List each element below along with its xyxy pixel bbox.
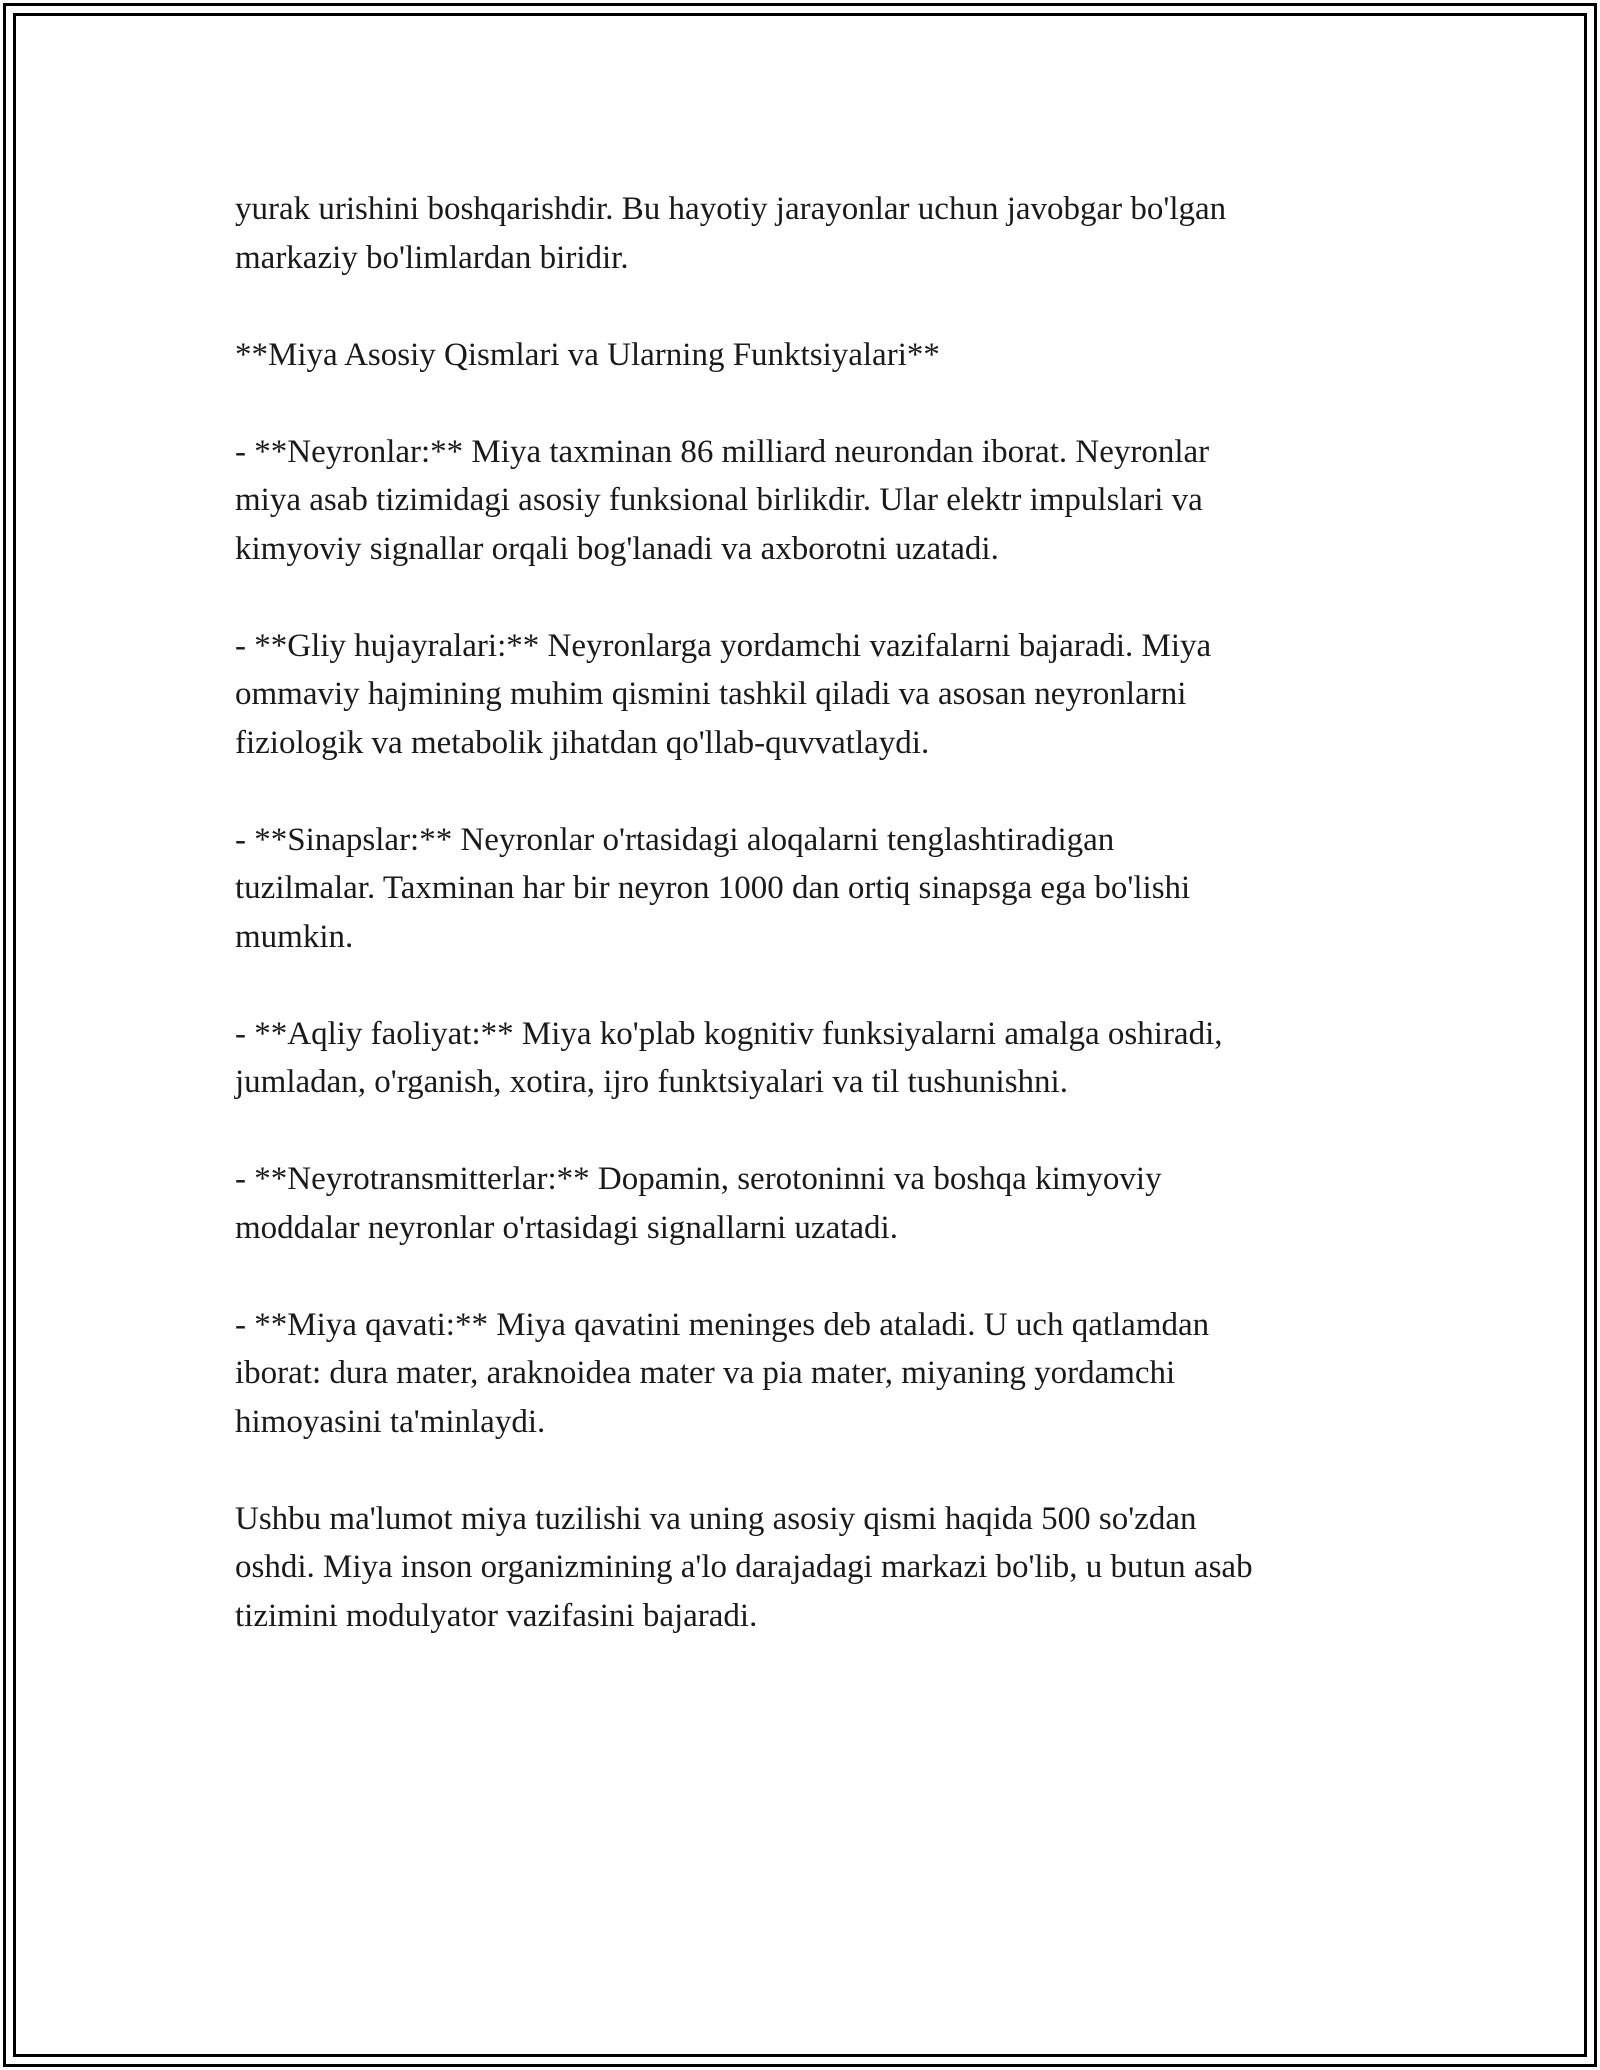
closing-paragraph: Ushbu ma'lumot miya tuzilishi va uning asosiy qismi haqida 500 so'zdan oshdi. Miya inson organizmining a'lo darajadagi markazi bo'lib, u butun asab tizimini modulyator vazifasini bajaradi. xyxy=(235,1500,1253,1634)
list-item-neyronlar: - **Neyronlar:** Miya taxminan 86 milliard neurondan iborat. Neyronlar miya asab tizimidagi asosiy funksional birlikdir. Ular elektr impulslari va kimyoviy signallar orqali bog'lanadi va axborotni uzatadi. xyxy=(235,433,1210,567)
paragraph-continuation: yurak urishini boshqarishdir. Bu hayotiy jarayonlar uchun javobgar bo'lgan markaziy bo'limlardan biridir. xyxy=(235,191,1227,276)
list-item-sinapslar: - **Sinapslar:** Neyronlar o'rtasidagi aloqalarni tenglashtiradigan tuzilmalar. Taxminan har bir neyron 1000 dan ortiq sinapsga ega bo'lishi mumkin. xyxy=(235,821,1191,955)
list-item-aqliy-faoliyat: - **Aqliy faoliyat:** Miya ko'plab kognitiv funksiyalarni amalga oshiradi, jumladan, o'rganish, xotira, ijro funktsiyalari va til tushunishni. xyxy=(235,1015,1223,1100)
list-item-neyrotransmitterlar: - **Neyrotransmitterlar:** Dopamin, serotoninni va boshqa kimyoviy moddalar neyronlar o'rtasidagi signallarni uzatadi. xyxy=(235,1161,1162,1246)
document-body xyxy=(235,185,1385,1640)
list-item-miya-qavati: - **Miya qavati:** Miya qavatini meninges deb ataladi. U uch qatlamdan iborat: dura mater, araknoidea mater va pia mater, miyaning yordamchi himoyasini ta'minlaydi. xyxy=(235,1306,1210,1440)
section-heading: **Miya Asosiy Qismlari va Ularning Funktsiyalari** xyxy=(235,336,940,373)
list-item-gliy-hujayralari: - **Gliy hujayralari:** Neyronlarga yordamchi vazifalarni bajaradi. Miya ommaviy hajmining muhim qismini tashkil qiladi va asosan neyronlarni fiziologik va metabolik jihatdan qo'llab-quvvatlaydi. xyxy=(235,627,1212,761)
